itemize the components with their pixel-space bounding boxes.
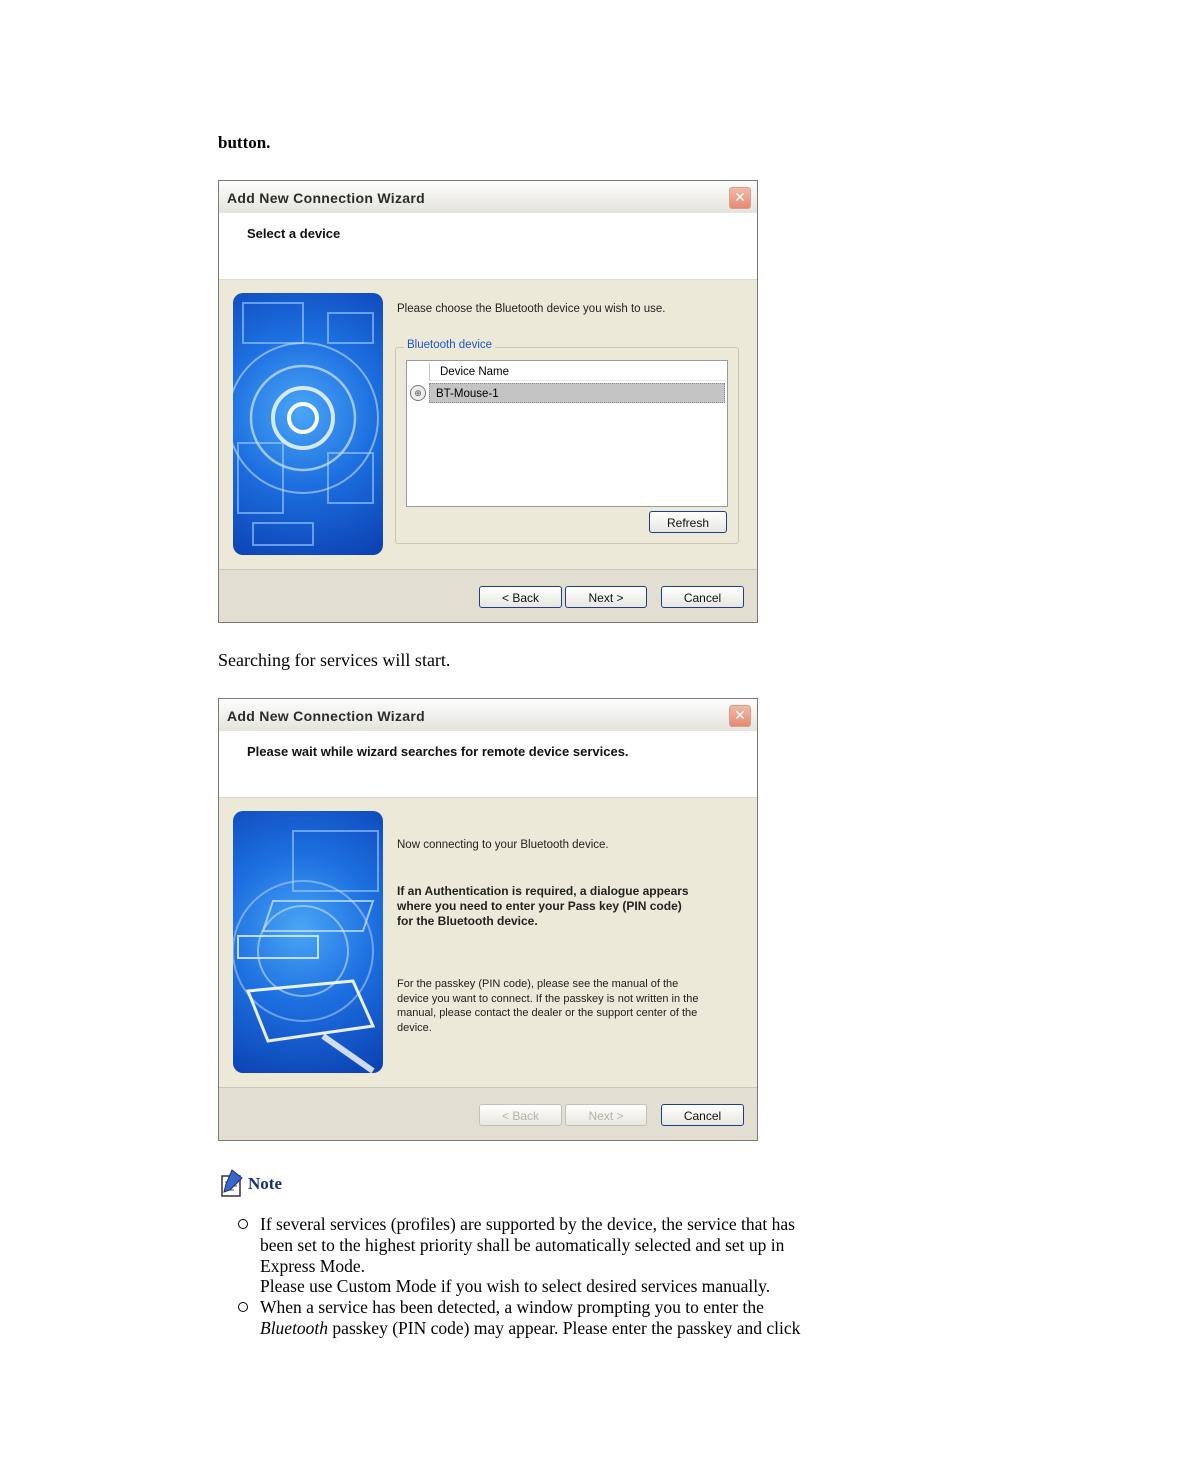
- back-button[interactable]: < Back: [479, 586, 562, 608]
- wizard-titlebar: [219, 699, 757, 732]
- note-line: Please use Custom Mode if you wish to select desired services manually.: [260, 1276, 771, 1297]
- close-icon[interactable]: ✕: [729, 705, 751, 727]
- bluetooth-connection-illustration: [233, 811, 383, 1073]
- passkey-line: For the passkey (PIN code), please see the manual of the: [397, 978, 679, 990]
- mouse-icon: ⊕: [410, 385, 426, 401]
- connecting-text: Now connecting to your Bluetooth device.: [397, 839, 609, 851]
- passkey-help-text: [397, 977, 698, 1035]
- note-line-rest: passkey (PIN code) may appear. Please enter the passkey and click: [328, 1317, 801, 1338]
- intro-text: button.: [218, 133, 271, 152]
- group-label: Bluetooth device: [404, 339, 495, 351]
- wizard-step-title: Select a device: [247, 226, 341, 241]
- note-line: When a service has been detected, a window prompting you to enter the: [260, 1297, 764, 1318]
- list-item: [238, 1297, 878, 1339]
- bluetooth-italic: Bluetooth: [260, 1317, 329, 1338]
- select-device-wizard-screenshot: [218, 180, 758, 623]
- wizard-step-title: Please wait while wizard searches for remote device services.: [247, 744, 629, 759]
- authentication-notice: [397, 884, 689, 929]
- passkey-line: manual, please contact the dealer or the support center of the: [397, 1007, 698, 1019]
- refresh-button[interactable]: Refresh: [649, 511, 727, 533]
- next-button[interactable]: Next >: [565, 1104, 647, 1126]
- note-line: been set to the highest priority shall be automatically selected and set up in: [260, 1234, 785, 1255]
- auth-line: If an Authentication is required, a dialogue appears: [397, 884, 689, 898]
- cancel-button[interactable]: Cancel: [661, 1104, 744, 1126]
- note-line: If several services (profiles) are supported by the device, the service that has: [260, 1214, 795, 1234]
- note-icon: [218, 1168, 244, 1198]
- close-icon[interactable]: ✕: [729, 187, 751, 209]
- device-row[interactable]: BT-Mouse-1: [429, 383, 725, 403]
- passkey-line: device you want to connect. If the passkey is not written in the: [397, 992, 699, 1005]
- circle-bullet-icon: [238, 1302, 248, 1312]
- wizard-title: Add New Connection Wizard: [227, 190, 425, 206]
- list-item: [238, 1214, 878, 1297]
- searching-services-wizard-screenshot: [218, 698, 758, 1141]
- cancel-button[interactable]: Cancel: [661, 586, 744, 608]
- note-list: [238, 1214, 878, 1339]
- wizard-header: [219, 731, 757, 798]
- auth-line: for the Bluetooth device.: [397, 914, 538, 928]
- caption-text: Searching for services will start.: [218, 650, 451, 670]
- auth-line: where you need to enter your Pass key (PIN code): [397, 899, 682, 913]
- note-line: Express Mode.: [260, 1255, 365, 1276]
- wizard-header: [219, 213, 757, 280]
- wizard-title: Add New Connection Wizard: [227, 708, 425, 724]
- wizard-titlebar: [219, 181, 757, 214]
- bluetooth-devices-illustration: [233, 293, 383, 555]
- circle-bullet-icon: [238, 1219, 248, 1229]
- note-line: [260, 1318, 878, 1339]
- passkey-line: device.: [397, 1021, 432, 1034]
- next-button[interactable]: Next >: [565, 586, 647, 608]
- column-header-device-name[interactable]: Device Name: [429, 363, 725, 381]
- device-list[interactable]: [406, 360, 728, 507]
- back-button[interactable]: < Back: [479, 1104, 562, 1126]
- note-label: Note: [248, 1174, 282, 1193]
- instruction-text: Please choose the Bluetooth device you wish to use.: [397, 303, 666, 315]
